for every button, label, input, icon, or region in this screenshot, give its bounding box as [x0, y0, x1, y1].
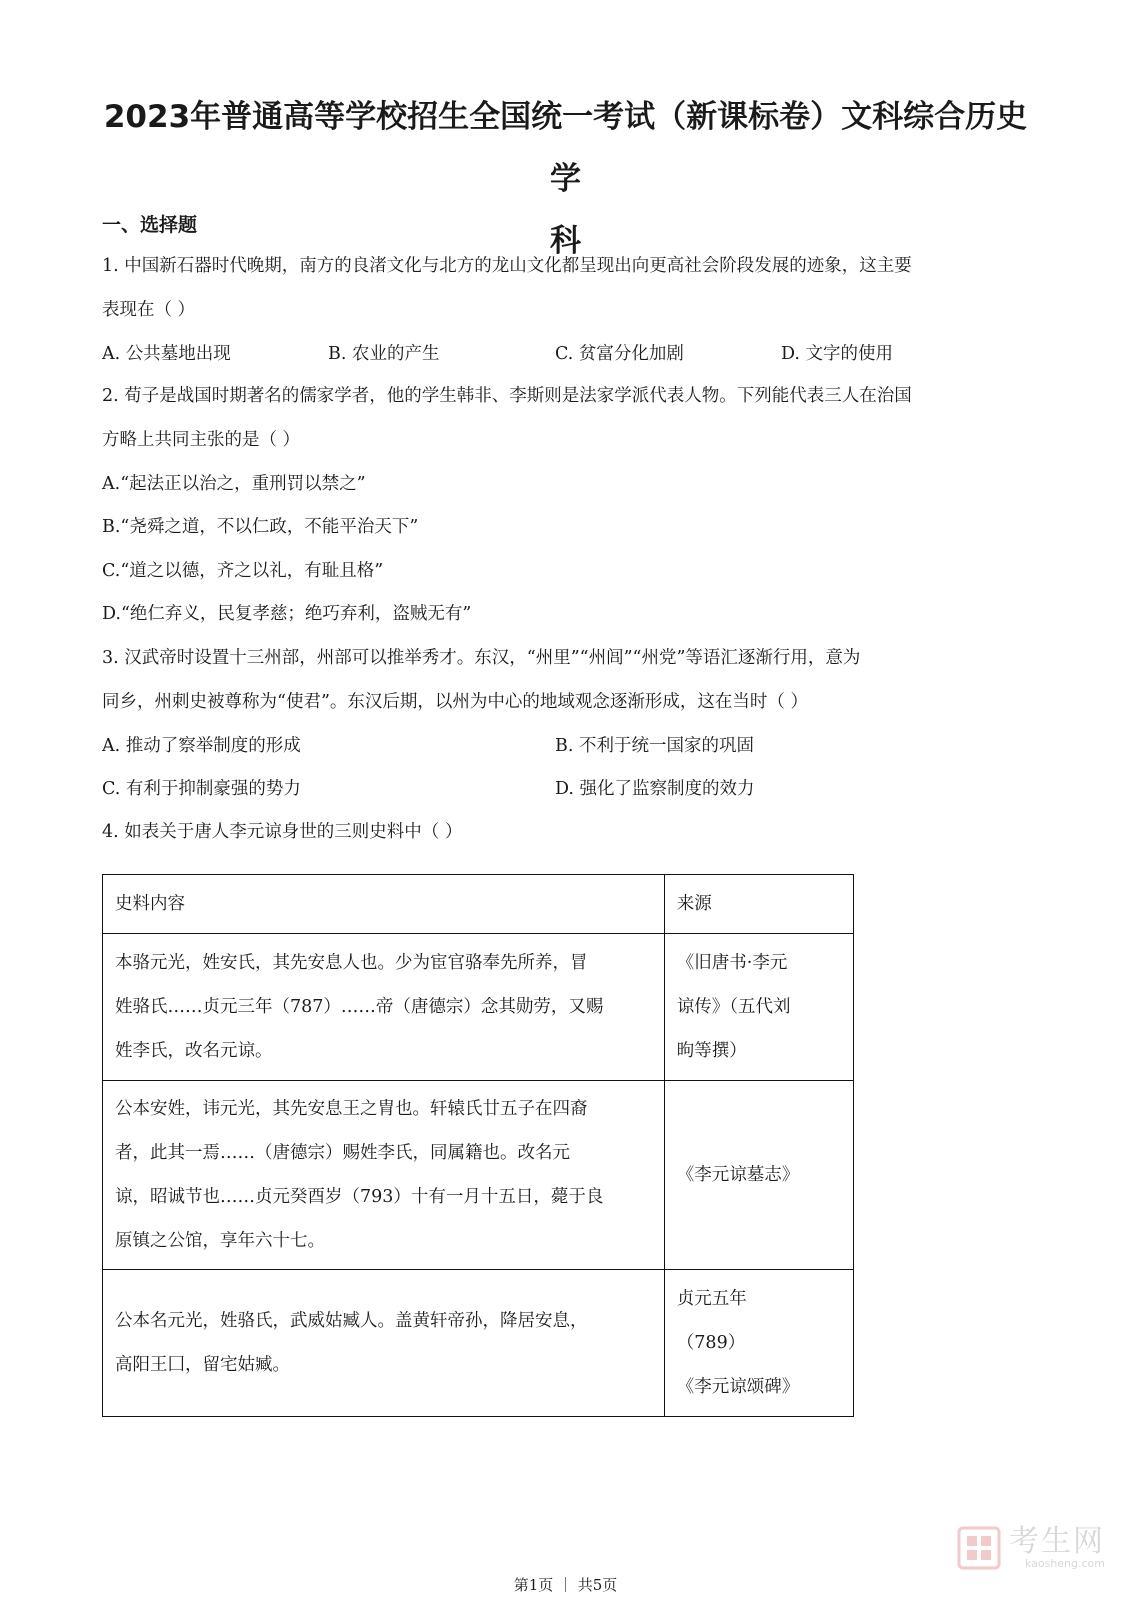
table-header-source: 来源 — [664, 875, 853, 934]
table-cell-source: 《旧唐书·李元 谅传》（五代刘 昫等撰） — [664, 934, 853, 1081]
title-line-2: 科 — [550, 223, 581, 259]
watermark — [957, 1526, 1105, 1570]
watermark-sub: kaosheng.com — [1024, 1557, 1105, 1570]
question-3-line-1: 3. 汉武帝时设置十三州部，州部可以推举秀才。东汉，“州里”“州闾”“州党”等语汇逐渐行用，意为 — [102, 648, 861, 668]
table-cell-content: 本骆元光，姓安氏，其先安息人也。少为宦官骆奉先所养，冒 姓骆氏……贞元三年（787）……帝（唐德宗）念其勋劳，又赐 姓李氏，改名元谅。 — [103, 934, 665, 1081]
table-cell-content: 公本名元光，姓骆氏，武威姑臧人。盖黄轩帝孙，降居安息， 高阳王囗，留宅姑臧。 — [103, 1270, 665, 1417]
title-line-1: 2023年普通高等学校招生全国统一考试（新课标卷）文科综合历史学 — [103, 99, 1028, 197]
question-2-option-c: C.“道之以德，齐之以礼，有耻且格” — [102, 561, 384, 581]
question-3-option-b: B. 不利于统一国家的巩固 — [555, 736, 754, 756]
table-row — [103, 1081, 854, 1270]
table-cell-source: 《李元谅墓志》 — [664, 1081, 853, 1270]
question-2-option-b: B.“尧舜之道，不以仁政，不能平治天下” — [102, 517, 419, 537]
question-4-line-1: 4. 如表关于唐人李元谅身世的三则史料中（ ） — [102, 822, 463, 842]
watermark-text — [1009, 1526, 1105, 1570]
question-4-stem — [102, 810, 1027, 854]
question-3-option-a: A. 推动了察举制度的形成 — [102, 736, 301, 756]
question-1-line-1: 1. 中国新石器时代晚期，南方的良渚文化与北方的龙山文化都呈现出向更高社会阶段发展的迹象，这主要 — [102, 256, 912, 276]
section-heading: 一、选择题 — [102, 214, 198, 236]
table-cell-content: 公本安姓，讳元光，其先安息王之胄也。轩辕氏廿五子在四裔 者，此其一焉……（唐德宗）赐姓李氏，同属籍也。改名元 谅，昭诚节也……贞元癸酉岁（793）十有一月十五日，薨于良 原镇之公馆，享年六十七。 — [103, 1081, 665, 1270]
table-header-row — [103, 875, 854, 934]
table-header-content: 史料内容 — [103, 875, 665, 934]
question-3-option-c: C. 有利于抑制豪强的势力 — [102, 779, 301, 799]
question-1-stem — [102, 244, 1027, 332]
table-row — [103, 934, 854, 1081]
table-row — [103, 1270, 854, 1417]
page-footer: 第1页 ｜ 共5页 — [513, 1576, 618, 1594]
question-2-line-1: 2. 荀子是战国时期著名的儒家学者，他的学生韩非、李斯则是法家学派代表人物。下列能代表三人在治国 — [102, 386, 912, 406]
question-2-option-d: D.“绝仁弃义，民复孝慈；绝巧弃利，盗贼无有” — [102, 604, 472, 624]
question-3-line-2: 同乡，州刺史被尊称为“使君”。东汉后期，以州为中心的地域观念逐渐形成，这在当时（ ） — [102, 692, 808, 712]
question-2-option-a: A.“起法正以治之，重刑罚以禁之” — [102, 474, 366, 494]
watermark-main: 考生网 — [1009, 1524, 1105, 1559]
question-3-option-d: D. 强化了监察制度的效力 — [555, 779, 755, 799]
question-1-option-a: A. 公共墓地出现 — [102, 344, 231, 364]
question-3-stem — [102, 636, 1027, 724]
question-1-option-d: D. 文字的使用 — [781, 344, 894, 364]
question-2-line-2: 方略上共同主张的是（ ） — [102, 430, 301, 450]
kaosheng-logo-icon — [957, 1526, 1001, 1570]
question-1-option-c: C. 贫富分化加剧 — [555, 344, 684, 364]
question-1-option-b: B. 农业的产生 — [328, 344, 440, 364]
table-cell-source: 贞元五年 （789） 《李元谅颂碑》 — [664, 1270, 853, 1417]
source-table — [102, 874, 854, 1417]
question-1-line-2: 表现在（ ） — [102, 300, 196, 320]
question-2-stem — [102, 374, 1027, 462]
